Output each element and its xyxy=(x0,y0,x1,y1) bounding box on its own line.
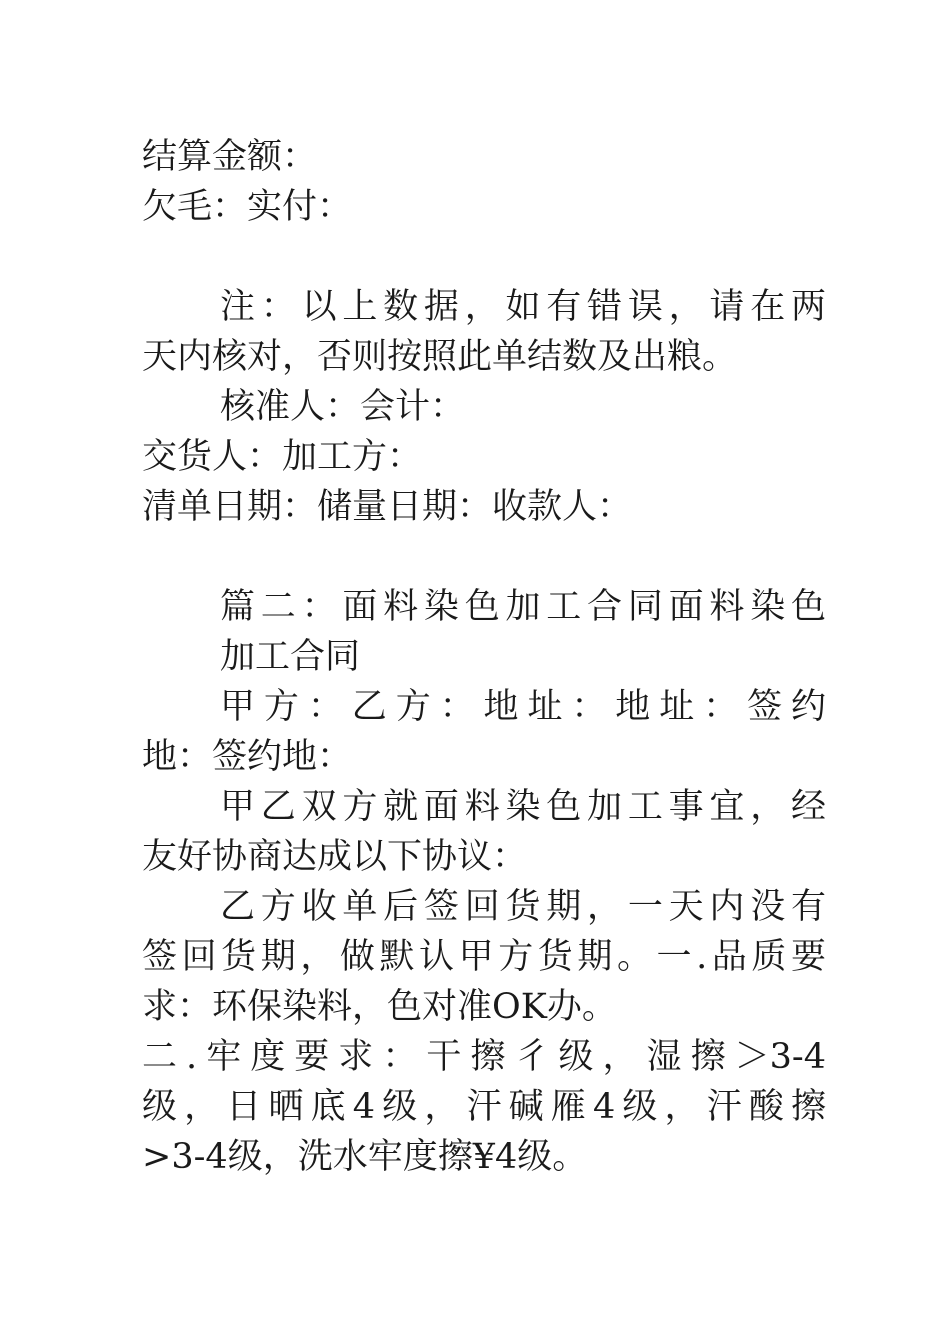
text-line: 地：签约地： xyxy=(142,737,353,777)
text-line: 注：以上数据，如有错误，请在两 xyxy=(220,287,826,327)
text-line: 求：环保染料，色对准OK办。 xyxy=(142,987,617,1027)
text-line: >3-4级，洗水牢度擦¥4级。 xyxy=(142,1137,588,1177)
text-line: 欠毛：实付： xyxy=(142,187,353,227)
text-line: 结算金额： xyxy=(142,137,318,177)
blank-line xyxy=(142,232,826,282)
text-line: 二.牢度要求：干擦彳级，湿擦＞3-4 xyxy=(142,1037,826,1077)
text-line: 交货人：加工方： xyxy=(142,437,423,477)
text-line: 加工合同 xyxy=(220,637,361,677)
text-line: 甲方：乙方：地址：地址：签约 xyxy=(220,687,826,727)
text-line: 甲乙双方就面料染色加工事宜，经 xyxy=(220,787,826,827)
text-line: 乙方收单后签回货期，一天内没有 xyxy=(220,887,826,927)
text-line: 清单日期：储量日期：收款人： xyxy=(142,487,633,527)
text-line: 核准人：会计： xyxy=(220,387,466,427)
text-line: 友好协商达成以下协议： xyxy=(142,837,528,877)
text-line: 篇二：面料染色加工合同面料染色 xyxy=(220,587,826,627)
text-line: 天内核对，否则按照此单结数及出粮。 xyxy=(142,337,738,377)
text-line: 级，日晒底4级，汗碱雁4级，汗酸擦 xyxy=(142,1087,826,1127)
document-page xyxy=(142,132,826,1182)
blank-line xyxy=(142,532,826,582)
text-line: 签回货期，做默认甲方货期。一.品质要 xyxy=(142,937,826,977)
